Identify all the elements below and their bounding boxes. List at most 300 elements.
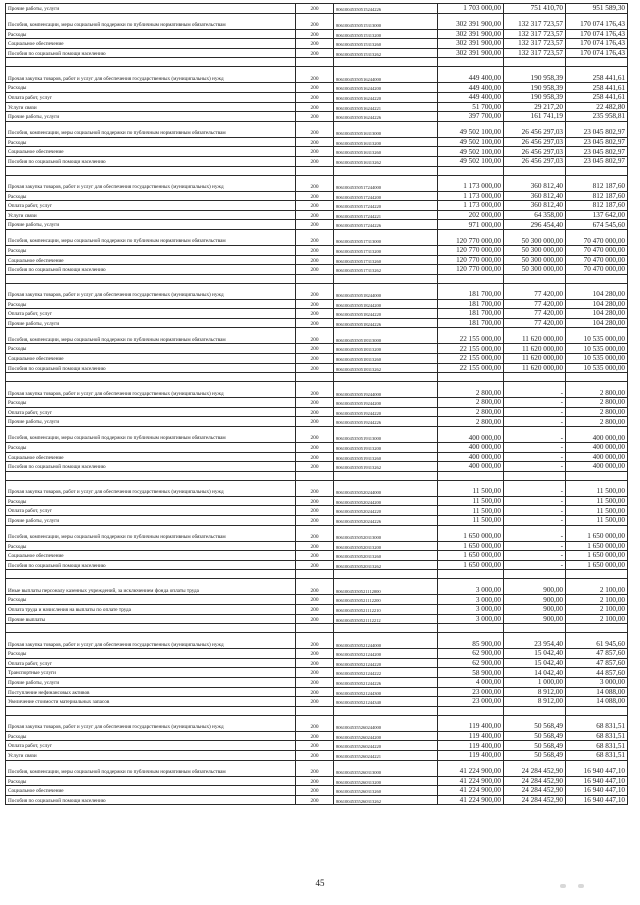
row-classification-code: 80610045350521244220 [334,658,438,668]
unexecuted-amount: 68 831,51 [566,741,628,751]
table-row [6,328,628,344]
table-row [6,658,628,668]
row-name: Социальное обеспечение [6,39,296,49]
spacer-cell [504,274,566,283]
executed-amount: 132 317 723,57 [504,48,566,58]
table-row [6,795,628,805]
row-classification-code: 80610045350518313260 [334,354,438,364]
row-name: Расходы [6,776,296,786]
approved-amount: 41 224 900,00 [438,795,504,805]
spacer-cell [504,570,566,579]
row-code: 200 [296,29,334,39]
table-row [6,750,628,760]
executed-amount: 132 317 723,57 [504,13,566,29]
executed-amount: 190 958,39 [504,92,566,102]
row-code: 200 [296,210,334,220]
row-name: Расходы [6,496,296,506]
row-classification-code: 80610045350515244226 [334,4,438,14]
row-name: Расходы [6,595,296,605]
row-code: 200 [296,13,334,29]
row-name: Пособия, компенсации, меры социальной поддержки по публичным нормативным обязательствам [6,121,296,137]
table-row [6,715,628,731]
executed-amount: - [504,417,566,427]
row-code: 200 [296,255,334,265]
approved-amount: 302 391 900,00 [438,13,504,29]
executed-amount: 29 217,20 [504,102,566,112]
row-code: 200 [296,668,334,678]
unexecuted-amount: 258 441,61 [566,92,628,102]
executed-amount: 360 812,40 [504,175,566,191]
approved-amount: 22 155 000,00 [438,344,504,354]
unexecuted-amount: 10 535 000,00 [566,354,628,364]
executed-amount: 161 741,19 [504,112,566,122]
unexecuted-amount: 22 482,80 [566,102,628,112]
unexecuted-amount: 47 857,60 [566,658,628,668]
approved-amount: 11 500,00 [438,506,504,516]
row-code: 200 [296,750,334,760]
table-row [6,551,628,561]
row-name: Поступление нефинансовых активов [6,687,296,697]
row-classification-code: 80610045355260313262 [334,795,438,805]
unexecuted-amount: 16 940 447,10 [566,786,628,796]
row-classification-code: 80610045355260244200 [334,731,438,741]
row-code: 200 [296,776,334,786]
unexecuted-amount: 2 800,00 [566,417,628,427]
spacer-cell [6,624,296,633]
executed-amount: 11 620 000,00 [504,328,566,344]
executed-amount: 50 300 000,00 [504,229,566,245]
row-classification-code: 80610045350517244000 [334,175,438,191]
row-name: Прочие работы, услуги [6,220,296,230]
executed-amount: - [504,525,566,541]
table-row [6,265,628,275]
row-code: 200 [296,156,334,166]
row-code: 200 [296,191,334,201]
row-name: Пособия, компенсации, меры социальной поддержки по публичным нормативным обязательствам [6,760,296,776]
table-row [6,112,628,122]
row-name: Расходы [6,649,296,659]
executed-amount: - [504,551,566,561]
unexecuted-amount: 11 500,00 [566,496,628,506]
approved-amount: 1 173 000,00 [438,175,504,191]
row-name: Увеличение стоимости материальных запасов [6,697,296,707]
executed-amount: 11 620 000,00 [504,354,566,364]
row-classification-code: 80610045350520313200 [334,541,438,551]
unexecuted-amount: 16 940 447,10 [566,795,628,805]
executed-amount: 14 042,40 [504,668,566,678]
table-row [6,102,628,112]
unexecuted-amount: 2 800,00 [566,398,628,408]
row-code: 200 [296,92,334,102]
executed-amount: 50 568,49 [504,731,566,741]
row-code: 200 [296,121,334,137]
unexecuted-amount: 2 100,00 [566,595,628,605]
executed-amount: 50 300 000,00 [504,245,566,255]
approved-amount: 120 770 000,00 [438,229,504,245]
table-row [6,175,628,191]
spacer-cell [504,58,566,67]
unexecuted-amount: 14 088,00 [566,697,628,707]
table-row [6,443,628,453]
table-row [6,649,628,659]
row-name: Расходы [6,731,296,741]
row-code: 200 [296,245,334,255]
approved-amount: 1 650 000,00 [438,560,504,570]
row-classification-code: 80610045350517244220 [334,201,438,211]
table-row [6,299,628,309]
spacer-cell [438,274,504,283]
row-name: Прочая закупка товаров, работ и услуг для обеспечения государственных (муниципальных) нужд [6,67,296,83]
row-classification-code: 80610045350518244200 [334,299,438,309]
unexecuted-amount: 10 535 000,00 [566,363,628,373]
table-row [6,452,628,462]
approved-amount: 202 000,00 [438,210,504,220]
row-name: Прочие работы, услуги [6,112,296,122]
table-row [6,137,628,147]
unexecuted-amount: 68 831,51 [566,750,628,760]
approved-amount: 1 703 000,00 [438,4,504,14]
approved-amount: 22 155 000,00 [438,363,504,373]
row-name: Прочие работы, услуги [6,677,296,687]
table-row [6,668,628,678]
table-row [6,29,628,39]
executed-amount: 15 042,40 [504,658,566,668]
unexecuted-amount: 16 940 447,10 [566,776,628,786]
executed-amount: - [504,462,566,472]
spacer-cell [438,471,504,480]
table-row [6,633,628,649]
spacer-cell [6,471,296,480]
unexecuted-amount: 674 545,60 [566,220,628,230]
unexecuted-amount: 70 470 000,00 [566,255,628,265]
spacer-cell [504,706,566,715]
spacer-cell [334,274,438,283]
spacer-cell [6,373,296,382]
row-classification-code: 80610045350519244226 [334,417,438,427]
row-name: Расходы [6,29,296,39]
row-name: Расходы [6,191,296,201]
approved-amount: 49 502 100,00 [438,156,504,166]
row-name: Пособия по социальной помощи населению [6,48,296,58]
unexecuted-amount: 137 642,00 [566,210,628,220]
row-classification-code: 80610045350516244200 [334,83,438,93]
executed-amount: 360 812,40 [504,201,566,211]
executed-amount: 15 042,40 [504,649,566,659]
executed-amount: 23 954,40 [504,633,566,649]
spacer-cell [504,624,566,633]
unexecuted-amount: 47 857,60 [566,649,628,659]
row-name: Иные выплаты персоналу казенных учреждений, за исключением фонда оплаты труда [6,579,296,595]
approved-amount: 400 000,00 [438,427,504,443]
spacer-cell [334,471,438,480]
spacer-cell [334,706,438,715]
unexecuted-amount: 23 045 802,97 [566,156,628,166]
row-classification-code: 80610045350517313200 [334,245,438,255]
unexecuted-amount: 2 100,00 [566,579,628,595]
row-code: 200 [296,382,334,398]
approved-amount: 11 500,00 [438,480,504,496]
row-classification-code: 80610045350516313262 [334,156,438,166]
row-name: Оплата работ, услуг [6,658,296,668]
row-classification-code: 80610045355260244000 [334,715,438,731]
row-name: Пособия по социальной помощи населению [6,156,296,166]
row-classification-code: 80610045350518244000 [334,283,438,299]
executed-amount: 26 456 297,03 [504,147,566,157]
table-row [6,121,628,137]
unexecuted-amount: 23 045 802,97 [566,147,628,157]
unexecuted-amount: 44 857,60 [566,668,628,678]
row-name: Расходы [6,541,296,551]
executed-amount: 50 300 000,00 [504,265,566,275]
spacer-cell [566,166,628,175]
executed-amount: 751 410,70 [504,4,566,14]
approved-amount: 400 000,00 [438,443,504,453]
spacer-cell [296,471,334,480]
unexecuted-amount: 104 280,00 [566,318,628,328]
row-classification-code: 80610045350520244200 [334,496,438,506]
approved-amount: 3 000,00 [438,595,504,605]
table-row [6,48,628,58]
row-classification-code: 80610045350520244226 [334,516,438,526]
row-name: Прочая закупка товаров, работ и услуг для обеспечения государственных (муниципальных) нужд [6,480,296,496]
row-name: Транспортные услуги [6,668,296,678]
row-name: Пособия, компенсации, меры социальной поддержки по публичным нормативным обязательствам [6,525,296,541]
row-code: 200 [296,715,334,731]
table-row [6,541,628,551]
spacer-cell [334,166,438,175]
row-name: Расходы [6,299,296,309]
row-code: 200 [296,786,334,796]
table-row [6,776,628,786]
spacer-cell [6,706,296,715]
row-name: Услуги связи [6,750,296,760]
approved-amount: 58 900,00 [438,668,504,678]
approved-amount: 181 700,00 [438,299,504,309]
table-row [6,4,628,14]
executed-amount: 26 456 297,03 [504,156,566,166]
row-name: Пособия по социальной помощи населению [6,795,296,805]
group-spacer [6,624,628,633]
row-classification-code: 80610045355260313200 [334,776,438,786]
executed-amount: 50 568,49 [504,750,566,760]
expenditure-table [5,3,628,805]
unexecuted-amount: 70 470 000,00 [566,245,628,255]
row-code: 200 [296,525,334,541]
row-classification-code: 80610045350515313260 [334,39,438,49]
row-code: 200 [296,201,334,211]
approved-amount: 85 900,00 [438,633,504,649]
table-row [6,560,628,570]
row-classification-code: 80610045350519313262 [334,462,438,472]
spacer-cell [438,373,504,382]
table-row [6,210,628,220]
row-code: 200 [296,604,334,614]
executed-amount: - [504,452,566,462]
row-code: 200 [296,39,334,49]
row-name: Пособия по социальной помощи населению [6,462,296,472]
approved-amount: 2 800,00 [438,382,504,398]
group-spacer [6,274,628,283]
executed-amount: 900,00 [504,614,566,624]
approved-amount: 62 900,00 [438,658,504,668]
executed-amount: - [504,382,566,398]
row-code: 200 [296,309,334,319]
table-row [6,604,628,614]
row-name: Социальное обеспечение [6,255,296,265]
table-row [6,516,628,526]
table-row [6,407,628,417]
spacer-cell [6,274,296,283]
approved-amount: 449 400,00 [438,67,504,83]
scan-artifact-mark [560,884,566,888]
row-name: Прочая закупка товаров, работ и услуг для обеспечения государственных (муниципальных) нужд [6,633,296,649]
row-code: 200 [296,795,334,805]
executed-amount: 8 912,00 [504,687,566,697]
approved-amount: 2 800,00 [438,407,504,417]
unexecuted-amount: 104 280,00 [566,283,628,299]
approved-amount: 120 770 000,00 [438,255,504,265]
row-name: Прочие работы, услуги [6,4,296,14]
row-name: Услуги связи [6,102,296,112]
group-spacer [6,570,628,579]
row-classification-code: 80610045350517313000 [334,229,438,245]
unexecuted-amount: 170 074 176,43 [566,48,628,58]
row-name: Социальное обеспечение [6,147,296,157]
row-code: 200 [296,551,334,561]
spacer-cell [566,471,628,480]
row-code: 200 [296,354,334,364]
row-classification-code: 80610045350521244226 [334,677,438,687]
row-name: Оплата работ, услуг [6,506,296,516]
row-classification-code: 80610045350516313260 [334,147,438,157]
table-row [6,147,628,157]
table-row [6,39,628,49]
row-code: 200 [296,443,334,453]
table-row [6,191,628,201]
approved-amount: 22 155 000,00 [438,328,504,344]
group-spacer [6,471,628,480]
table-row [6,496,628,506]
unexecuted-amount: 1 650 000,00 [566,525,628,541]
approved-amount: 120 770 000,00 [438,265,504,275]
spacer-cell [438,706,504,715]
executed-amount: - [504,443,566,453]
spacer-cell [296,570,334,579]
row-code: 200 [296,229,334,245]
approved-amount: 302 391 900,00 [438,39,504,49]
row-code: 200 [296,452,334,462]
row-code: 200 [296,677,334,687]
row-classification-code: 80610045350515313000 [334,13,438,29]
row-name: Социальное обеспечение [6,354,296,364]
table-row [6,687,628,697]
row-name: Социальное обеспечение [6,786,296,796]
row-name: Расходы [6,245,296,255]
row-code: 200 [296,560,334,570]
approved-amount: 4 000,00 [438,677,504,687]
unexecuted-amount: 104 280,00 [566,299,628,309]
row-classification-code: 80610045350519313200 [334,443,438,453]
spacer-cell [566,58,628,67]
spacer-cell [296,624,334,633]
executed-amount: 132 317 723,57 [504,39,566,49]
spacer-cell [296,274,334,283]
table-row [6,156,628,166]
spacer-cell [566,373,628,382]
row-classification-code: 80610045350519313260 [334,452,438,462]
approved-amount: 3 000,00 [438,614,504,624]
executed-amount: 11 620 000,00 [504,363,566,373]
row-name: Оплата работ, услуг [6,309,296,319]
executed-amount: 900,00 [504,579,566,595]
approved-amount: 119 400,00 [438,750,504,760]
executed-amount: - [504,427,566,443]
executed-amount: 24 284 452,90 [504,795,566,805]
executed-amount: 296 454,40 [504,220,566,230]
row-code: 200 [296,48,334,58]
row-name: Прочие работы, услуги [6,318,296,328]
executed-amount: 50 568,49 [504,715,566,731]
table-row [6,417,628,427]
row-code: 200 [296,102,334,112]
executed-amount: 900,00 [504,595,566,605]
unexecuted-amount: 170 074 176,43 [566,29,628,39]
table-row [6,354,628,364]
table-row [6,398,628,408]
row-code: 200 [296,112,334,122]
executed-amount: 77 420,00 [504,299,566,309]
table-row [6,382,628,398]
row-classification-code: 80610045350521244200 [334,649,438,659]
approved-amount: 23 000,00 [438,697,504,707]
row-name: Пособия по социальной помощи населению [6,363,296,373]
unexecuted-amount: 70 470 000,00 [566,265,628,275]
row-name: Прочие работы, услуги [6,417,296,427]
row-code: 200 [296,175,334,191]
approved-amount: 11 500,00 [438,496,504,506]
row-code: 200 [296,427,334,443]
spacer-cell [296,58,334,67]
spacer-cell [504,471,566,480]
spacer-cell [6,166,296,175]
row-classification-code: 80610045350518313262 [334,363,438,373]
unexecuted-amount: 812 187,60 [566,191,628,201]
unexecuted-amount: 235 958,81 [566,112,628,122]
row-classification-code: 80610045350517244221 [334,210,438,220]
row-classification-code: 80610045355260313260 [334,786,438,796]
row-code: 200 [296,220,334,230]
row-name: Пособия, компенсации, меры социальной поддержки по публичным нормативным обязательствам [6,13,296,29]
row-name: Социальное обеспечение [6,551,296,561]
table-row [6,83,628,93]
approved-amount: 971 000,00 [438,220,504,230]
row-code: 200 [296,363,334,373]
row-code: 200 [296,649,334,659]
row-code: 200 [296,595,334,605]
row-classification-code: 80610045350520244220 [334,506,438,516]
row-classification-code: 80610045350520244000 [334,480,438,496]
row-code: 200 [296,516,334,526]
spacer-cell [438,570,504,579]
row-name: Оплата работ, услуг [6,92,296,102]
unexecuted-amount: 23 045 802,97 [566,121,628,137]
row-classification-code: 80610045350518244220 [334,309,438,319]
unexecuted-amount: 10 535 000,00 [566,344,628,354]
approved-amount: 181 700,00 [438,318,504,328]
approved-amount: 2 800,00 [438,398,504,408]
spacer-cell [334,624,438,633]
expenditure-table-body [6,4,628,805]
